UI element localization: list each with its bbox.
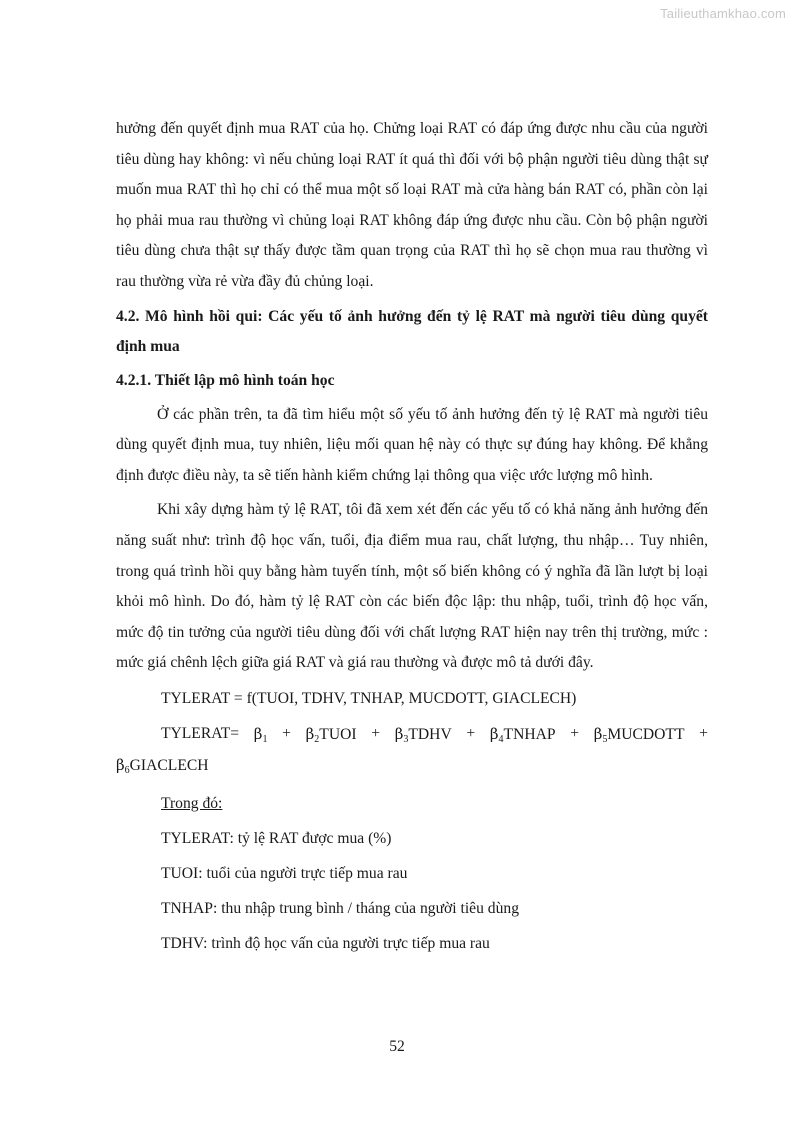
paragraph-2: Ở các phần trên, ta đã tìm hiểu một số yếu tố ảnh hưởng đến tỷ lệ RAT mà người tiêu dùng quyết định mua, tuy nhiên, liệu mối quan hệ này có thực sự đúng hay không. Để khẳng định được điều này, ta sẽ tiến hành kiểm chứng lại thông qua việc ước lượng mô hình.: [116, 405, 708, 484]
eq-plus: +: [466, 724, 476, 742]
eq-term-6: $\beta_6GIACLECH$: [116, 755, 209, 776]
heading-4-2: 4.2. Mô hình hồi qui: Các yếu tố ảnh hưởng đến tỷ lệ RAT mà người tiêu dùng quyết định mua: [116, 307, 708, 355]
definition-tuoi: TUOI: tuổi của người trực tiếp mua rau: [161, 864, 408, 882]
definition-tdhv: TDHV: trình độ học vấn của người trực tiếp mua rau: [161, 934, 490, 952]
eq-plus: +: [699, 724, 708, 742]
definition-tnhap: TNHAP: thu nhập trung bình / tháng của người tiêu dùng: [161, 899, 519, 917]
eq-term-2: $\beta_2TUOI$: [305, 724, 357, 745]
equation-regression: [161, 719, 708, 750]
eq-term-4: $\beta_4TNHAP$: [489, 724, 556, 745]
heading-4-2-1: 4.2.1. Thiết lập mô hình toán học: [116, 371, 335, 389]
eq-plus: +: [570, 724, 580, 742]
eq-plus: +: [371, 724, 381, 742]
eq-plus: +: [282, 724, 291, 742]
where-label: Trong đó:: [161, 794, 223, 812]
watermark: Tailieuthamkhao.com: [660, 6, 786, 21]
eq-term-5: $\beta_5MUCDOTT$: [593, 724, 685, 745]
definition-tylerat: TYLERAT: tỷ lệ RAT được mua (%): [161, 829, 392, 847]
eq-lhs: TYLERAT=: [161, 724, 240, 742]
eq-term-3: $\beta_3TDHV$: [394, 724, 452, 745]
equation-function: TYLERAT = f(TUOI, TDHV, TNHAP, MUCDOTT, GIACLECH): [161, 689, 577, 707]
paragraph-3: Khi xây dựng hàm tỷ lệ RAT, tôi đã xem xét đến các yếu tố có khả năng ảnh hưởng đến năng suất như: trình độ học vấn, tuổi, địa điểm mua rau, chất lượng, thu nhập… Tuy nhiên, trong quá trình hồi quy bằng hàm tuyến tính, một số biến không có ý nghĩa đã lần lượt bị loại khỏi mô hình. Do đó, hàm tỷ lệ RAT còn các biến độc lập: thu nhập, tuổi, trình độ học vấn, mức độ tin tưởng của người tiêu dùng đối với chất lượng RAT hiện nay trên thị trường, mức : mức giá chênh lệch giữa giá RAT và giá rau thường và được mô tả dưới đây.: [116, 501, 708, 672]
page-content: [116, 114, 708, 959]
page-number: 52: [389, 1038, 405, 1055]
paragraph-1: hưởng đến quyết định mua RAT của họ. Chửng loại RAT có đáp ứng được nhu cầu của người tiêu dùng hay không: vì nếu chủng loại RAT ít quá thì đối với bộ phận người tiêu dùng thật sự muốn mua RAT thì họ chỉ có thể mua một số loại RAT mà cửa hàng bán RAT có, phần còn lại họ phải mua rau thường vì chủng loại RAT không đáp ứng được nhu cầu. Còn bộ phận người tiêu dùng chưa thật sự thấy được tầm quan trọng của RAT thì họ sẽ chọn mua rau thường vì rau thường vừa rẻ vừa đầy đủ chủng loại.: [116, 120, 708, 290]
equation-regression-continued: [116, 750, 708, 781]
eq-term-1: $\beta_1$: [253, 724, 268, 745]
